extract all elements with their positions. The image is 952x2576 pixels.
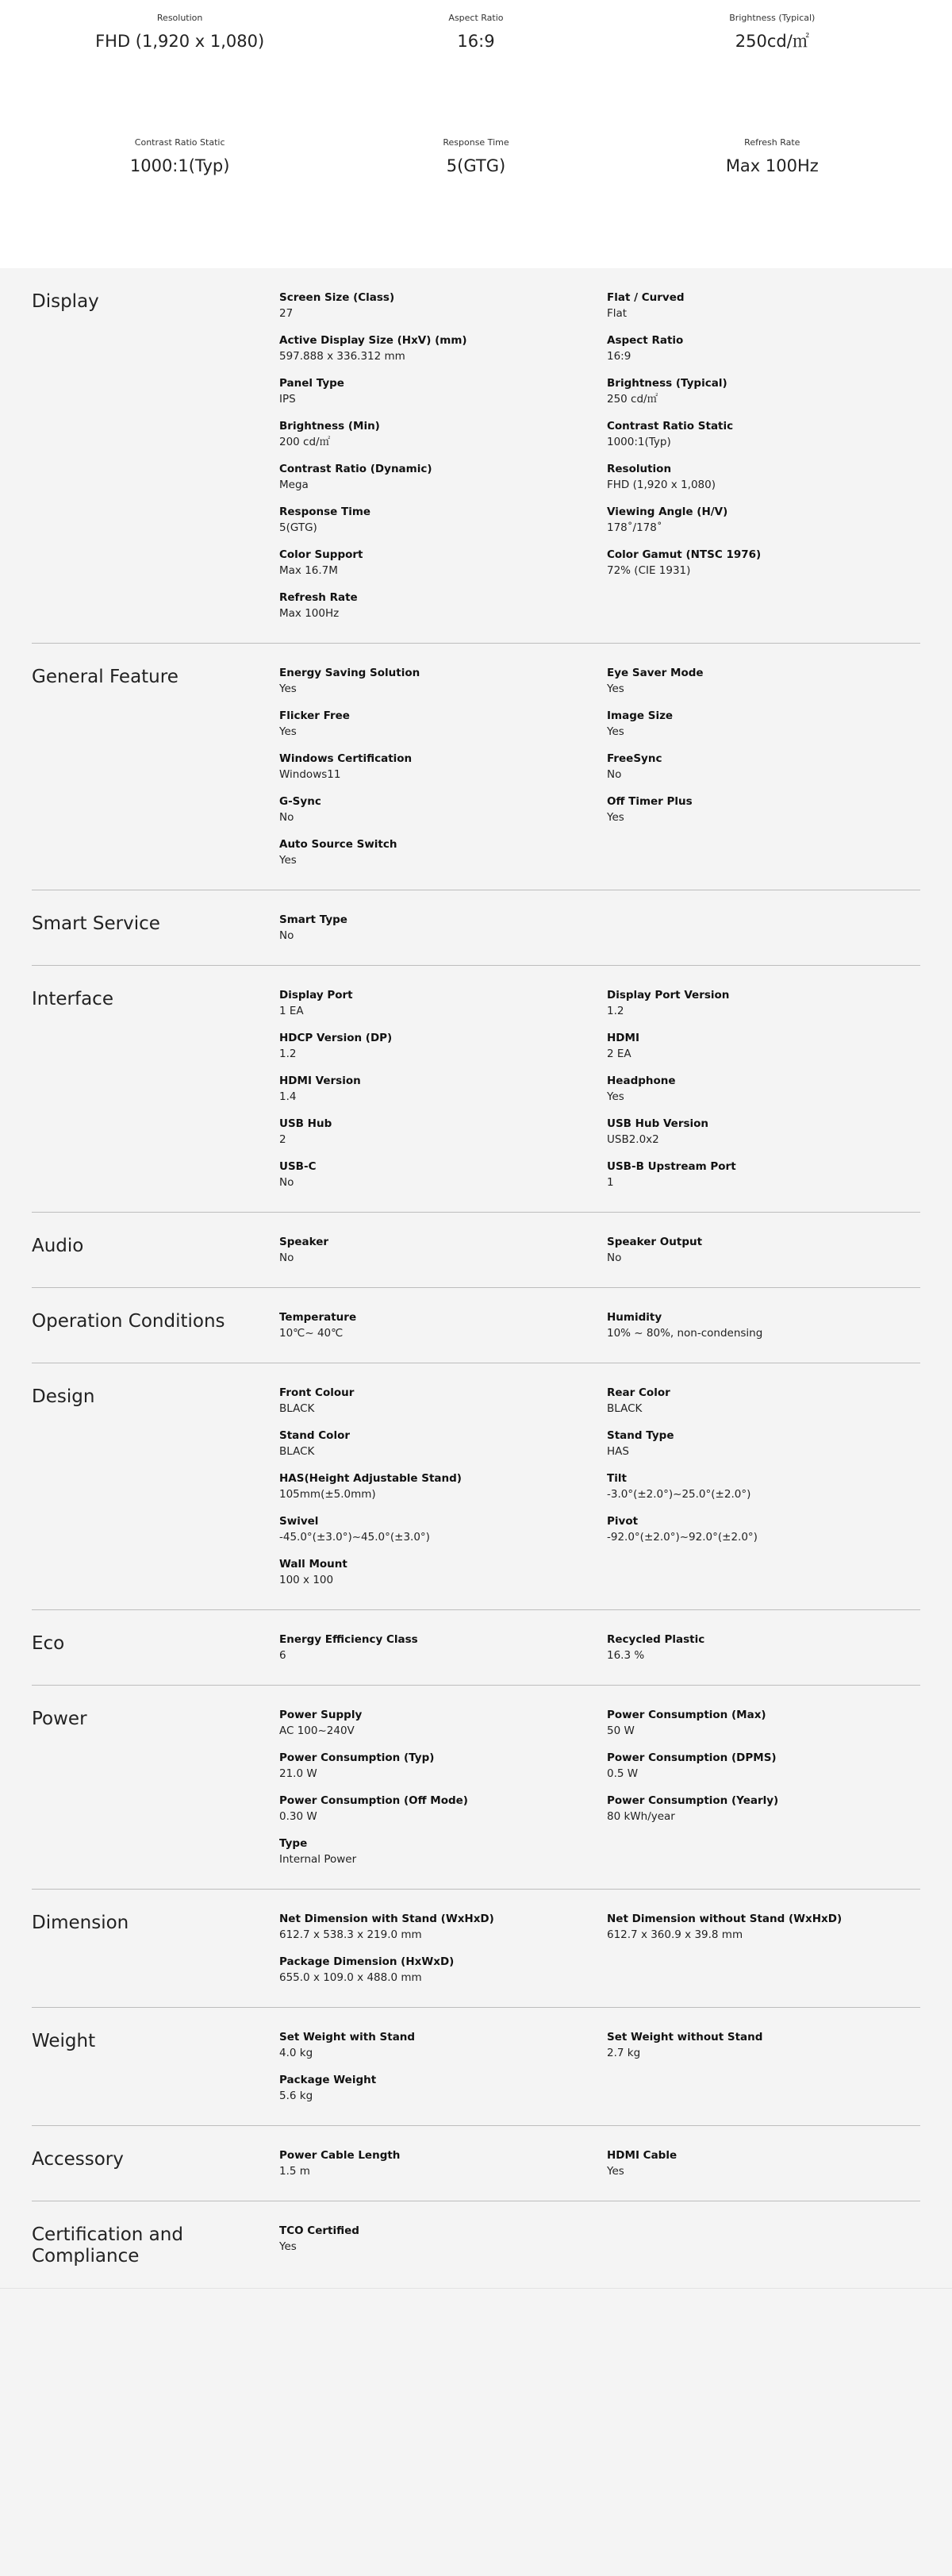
spec-name: Stand Type	[607, 1429, 674, 1442]
spec-item	[279, 1514, 607, 1546]
spec-value: 1.5 m	[279, 2165, 310, 2178]
spec-name: Power Consumption (Typ)	[279, 1751, 435, 1764]
spec-section	[32, 890, 920, 966]
highlight-value: FHD (1,920 x 1,080)	[95, 32, 265, 51]
spec-table	[0, 268, 952, 2288]
spec-value: 16.3 %	[607, 1649, 645, 1662]
spec-name: Display Port	[279, 989, 353, 1002]
spec-name: Flat / Curved	[607, 291, 685, 304]
spec-value: -3.0°(±2.0°)~25.0°(±2.0°)	[607, 1488, 751, 1501]
spec-value: No	[279, 929, 294, 942]
spec-item	[607, 752, 920, 783]
spec-value: Internal Power	[279, 1853, 357, 1866]
section-title: Interface	[32, 989, 113, 1009]
spec-name: Power Consumption (Yearly)	[607, 1794, 779, 1807]
spec-item	[279, 666, 607, 698]
spec-item	[607, 1912, 920, 1944]
spec-value: 5(GTG)	[279, 521, 317, 534]
spec-item	[607, 1632, 920, 1664]
spec-item	[607, 1708, 920, 1740]
spec-section	[32, 2008, 920, 2126]
spec-name: Type	[279, 1837, 308, 1850]
spec-value: 105mm(±5.0mm)	[279, 1488, 376, 1501]
spec-name: Resolution	[607, 463, 672, 475]
section-title: Smart Service	[32, 913, 160, 934]
spec-item	[607, 1514, 920, 1546]
spec-name: Power Supply	[279, 1709, 363, 1721]
highlights-row	[0, 0, 952, 52]
spec-item	[279, 290, 607, 322]
highlight-label: Contrast Ratio Static	[134, 137, 225, 148]
spec-item	[607, 988, 920, 1020]
spec-section	[32, 1890, 920, 2008]
spec-name: Windows Certification	[279, 752, 413, 765]
spec-name: HDCP Version (DP)	[279, 1032, 393, 1044]
spec-item	[279, 1794, 607, 1825]
spec-item	[279, 1428, 607, 1460]
spec-value: AC 100~240V	[279, 1724, 355, 1737]
spec-name: Speaker	[279, 1236, 329, 1248]
spec-name: Image Size	[607, 709, 674, 722]
section-title: Operation Conditions	[32, 1311, 225, 1332]
spec-name: USB Hub Version	[607, 1117, 709, 1130]
spec-name: HDMI	[607, 1032, 639, 1044]
spec-value: 1000:1(Typ)	[607, 436, 671, 448]
spec-value: Yes	[607, 1090, 624, 1103]
spec-item	[279, 1074, 607, 1105]
spec-value: 16:9	[607, 350, 631, 363]
section-title: Weight	[32, 2031, 96, 2051]
spec-name: Refresh Rate	[279, 591, 358, 604]
spec-value: 10℃~ 40℃	[279, 1327, 344, 1340]
spec-name: Package Dimension (HxWxD)	[279, 1955, 455, 1968]
spec-value: 200 cd/㎡	[279, 436, 331, 448]
spec-name: Color Support	[279, 548, 363, 561]
highlight-item	[353, 137, 599, 176]
section-title: Display	[32, 291, 99, 312]
spec-value: 1.2	[279, 1048, 297, 1060]
spec-item	[607, 419, 920, 451]
spec-name: G-Sync	[279, 795, 321, 808]
spec-name: Smart Type	[279, 913, 347, 926]
spec-grid	[279, 2224, 920, 2267]
spec-item	[279, 1310, 607, 1342]
spec-item	[607, 709, 920, 740]
spec-item	[607, 505, 920, 536]
spec-value: 1.4	[279, 1090, 297, 1103]
spec-section	[32, 1610, 920, 1686]
spec-item	[607, 1428, 920, 1460]
spec-value: 10% ~ 80%, non-condensing	[607, 1327, 763, 1340]
spec-item	[279, 1471, 607, 1503]
spec-value: 80 kWh/year	[607, 1810, 675, 1823]
spec-grid	[279, 1235, 920, 1267]
spec-item	[279, 709, 607, 740]
spec-name: Energy Efficiency Class	[279, 1633, 418, 1646]
spec-name: Rear Color	[607, 1386, 670, 1399]
spec-value: Max 100Hz	[279, 607, 340, 620]
spec-name: USB-C	[279, 1160, 317, 1173]
spec-item	[279, 1751, 607, 1782]
section-title: General Feature	[32, 667, 178, 687]
spec-value: 21.0 W	[279, 1767, 317, 1780]
spec-value: IPS	[279, 393, 296, 406]
spec-item	[279, 1836, 607, 1868]
spec-section	[32, 1288, 920, 1363]
spec-name: Flicker Free	[279, 709, 350, 722]
spec-item	[607, 1235, 920, 1267]
spec-value: No	[279, 1176, 294, 1189]
spec-value: 1.2	[607, 1005, 624, 1017]
spec-grid	[279, 666, 920, 869]
spec-name: Contrast Ratio Static	[607, 420, 734, 433]
spec-name: Active Display Size (HxV) (mm)	[279, 334, 467, 347]
highlight-item	[649, 13, 895, 52]
highlight-value: Max 100Hz	[725, 156, 819, 175]
spec-value: BLACK	[279, 1402, 315, 1415]
spec-item	[279, 752, 607, 783]
spec-value: Windows11	[279, 768, 341, 781]
spec-item	[279, 333, 607, 365]
highlight-value: 5(GTG)	[446, 156, 506, 175]
spec-item	[607, 2030, 920, 2062]
spec-item	[279, 2073, 607, 2105]
spec-value: Flat	[607, 307, 628, 320]
spec-name: Pivot	[607, 1515, 639, 1528]
spec-value: Yes	[607, 2165, 624, 2178]
spec-value: Yes	[607, 811, 624, 824]
spec-value: 5.6 kg	[279, 2090, 313, 2102]
spec-section	[32, 2201, 920, 2288]
spec-name: Set Weight without Stand	[607, 2031, 763, 2043]
highlight-value: 250cd/㎡	[735, 32, 809, 51]
spec-name: Power Consumption (DPMS)	[607, 1751, 777, 1764]
spec-name: Net Dimension with Stand (WxHxD)	[279, 1913, 494, 1925]
spec-value: Yes	[279, 854, 297, 867]
spec-value: 178˚/178˚	[607, 521, 662, 534]
spec-item	[279, 1632, 607, 1664]
spec-item	[279, 419, 607, 451]
highlight-item	[649, 137, 895, 176]
spec-item	[607, 1471, 920, 1503]
spec-name: Energy Saving Solution	[279, 667, 420, 679]
spec-value: FHD (1,920 x 1,080)	[607, 479, 716, 491]
spec-section	[32, 966, 920, 1213]
spec-item	[607, 1751, 920, 1782]
spec-name: Headphone	[607, 1075, 676, 1087]
spec-name: Viewing Angle (H/V)	[607, 506, 728, 518]
spec-item	[279, 2030, 607, 2062]
spec-item	[607, 1159, 920, 1191]
spec-item	[607, 290, 920, 322]
spec-name: Response Time	[279, 506, 371, 518]
spec-item	[279, 1955, 607, 1986]
spec-item	[279, 1235, 607, 1267]
spec-item	[279, 837, 607, 869]
spec-grid	[279, 2030, 920, 2105]
highlight-item	[57, 13, 303, 52]
spec-value: Yes	[279, 725, 297, 738]
highlight-value: 1000:1(Typ)	[129, 156, 230, 175]
spec-name: Brightness (Typical)	[607, 377, 727, 390]
spec-item	[607, 1386, 920, 1417]
spec-name: Brightness (Min)	[279, 420, 380, 433]
spec-item	[279, 913, 607, 944]
spec-grid	[279, 913, 920, 944]
highlight-item	[353, 13, 599, 52]
spec-name: Set Weight with Stand	[279, 2031, 416, 2043]
spec-value: No	[279, 811, 294, 824]
spec-section	[32, 268, 920, 644]
spec-value: Yes	[279, 2240, 297, 2253]
spec-name: Swivel	[279, 1515, 319, 1528]
spec-item	[607, 1031, 920, 1063]
spec-name: Aspect Ratio	[607, 334, 684, 347]
spec-grid	[279, 1632, 920, 1664]
spec-item	[279, 1117, 607, 1148]
spec-name: Temperature	[279, 1311, 357, 1324]
spec-grid	[279, 1386, 920, 1589]
spec-item	[279, 1912, 607, 1944]
section-title: Eco	[32, 1633, 65, 1654]
spec-value: 27	[279, 307, 294, 320]
spec-item	[279, 988, 607, 1020]
spec-item	[279, 794, 607, 826]
spec-item	[607, 1310, 920, 1342]
spec-name: Humidity	[607, 1311, 662, 1324]
spec-item	[607, 376, 920, 408]
spec-item	[607, 794, 920, 826]
spec-value: No	[279, 1251, 294, 1264]
spec-name: Net Dimension without Stand (WxHxD)	[607, 1913, 843, 1925]
spec-item	[279, 505, 607, 536]
spec-value: 72% (CIE 1931)	[607, 564, 691, 577]
spec-name: Tilt	[607, 1472, 627, 1485]
spec-name: USB-B Upstream Port	[607, 1160, 736, 1173]
spec-name: HDMI Cable	[607, 2149, 678, 2162]
spec-name: Power Cable Length	[279, 2149, 401, 2162]
spec-value: -45.0°(±3.0°)~45.0°(±3.0°)	[279, 1531, 430, 1544]
spec-value: BLACK	[607, 1402, 643, 1415]
spec-name: Color Gamut (NTSC 1976)	[607, 548, 762, 561]
section-title: Design	[32, 1386, 95, 1407]
spec-grid	[279, 1912, 920, 1986]
spec-value: 50 W	[607, 1724, 635, 1737]
spec-value: No	[607, 768, 622, 781]
spec-grid	[279, 1708, 920, 1868]
spec-item	[607, 462, 920, 494]
spec-value: 612.7 x 360.9 x 39.8 mm	[607, 1928, 743, 1941]
spec-value: 0.30 W	[279, 1810, 317, 1823]
spec-section	[32, 1363, 920, 1610]
highlight-item	[57, 137, 303, 176]
spec-value: 1	[607, 1176, 614, 1189]
highlight-label: Refresh Rate	[744, 137, 800, 148]
spec-grid	[279, 988, 920, 1191]
spec-value: HAS	[607, 1445, 629, 1458]
spec-name: Eye Saver Mode	[607, 667, 704, 679]
section-title: Dimension	[32, 1913, 129, 1933]
highlight-label: Aspect Ratio	[448, 13, 504, 23]
section-title: Certification and Compliance	[32, 2224, 183, 2266]
spec-value: 100 x 100	[279, 1574, 334, 1586]
spec-name: Speaker Output	[607, 1236, 703, 1248]
spec-value: 6	[279, 1649, 286, 1662]
spec-item	[279, 2224, 607, 2267]
spec-section	[32, 1213, 920, 1288]
page-footer-spacer	[0, 2288, 952, 2342]
spec-value: Mega	[279, 479, 309, 491]
spec-value: Yes	[607, 725, 624, 738]
highlight-label: Brightness (Typical)	[729, 13, 816, 23]
spec-value: 4.0 kg	[279, 2047, 313, 2059]
spec-name: USB Hub	[279, 1117, 332, 1130]
spec-name: Stand Color	[279, 1429, 351, 1442]
key-specs-highlights	[0, 0, 952, 268]
spec-item	[279, 462, 607, 494]
spec-value: Max 16.7M	[279, 564, 338, 577]
spec-item	[279, 1708, 607, 1740]
spec-name: HAS(Height Adjustable Stand)	[279, 1472, 462, 1485]
spec-item	[279, 1386, 607, 1417]
spec-item	[279, 590, 607, 622]
spec-value: BLACK	[279, 1445, 315, 1458]
spec-name: HDMI Version	[279, 1075, 361, 1087]
spec-name: TCO Certified	[279, 2224, 359, 2237]
section-title: Audio	[32, 1236, 84, 1256]
spec-item	[279, 1031, 607, 1063]
spec-item	[279, 2148, 607, 2180]
section-title: Power	[32, 1709, 87, 1729]
spec-section	[32, 2126, 920, 2201]
spec-item	[607, 2148, 920, 2180]
spec-section	[32, 644, 920, 890]
spec-item	[607, 666, 920, 698]
spec-name: Power Consumption (Max)	[607, 1709, 766, 1721]
spec-value: 597.888 x 336.312 mm	[279, 350, 405, 363]
spec-value: 0.5 W	[607, 1767, 639, 1780]
spec-item	[607, 548, 920, 579]
spec-value: USB2.0x2	[607, 1133, 659, 1146]
spec-name: Auto Source Switch	[279, 838, 397, 851]
spec-name: Package Weight	[279, 2074, 377, 2086]
spec-name: Off Timer Plus	[607, 795, 693, 808]
spec-name: Screen Size (Class)	[279, 291, 395, 304]
spec-value: 2	[279, 1133, 286, 1146]
spec-grid	[279, 1310, 920, 1342]
spec-value: No	[607, 1251, 622, 1264]
spec-item	[279, 1159, 607, 1191]
highlight-label: Response Time	[443, 137, 509, 148]
spec-value: 2.7 kg	[607, 2047, 641, 2059]
spec-name: Contrast Ratio (Dynamic)	[279, 463, 432, 475]
spec-name: Wall Mount	[279, 1558, 347, 1571]
spec-value: -92.0°(±2.0°)~92.0°(±2.0°)	[607, 1531, 758, 1544]
spec-name: FreeSync	[607, 752, 662, 765]
spec-name: Front Colour	[279, 1386, 355, 1399]
spec-grid	[279, 2148, 920, 2180]
spec-value: 1 EA	[279, 1005, 304, 1017]
spec-value: Yes	[607, 682, 624, 695]
spec-name: Power Consumption (Off Mode)	[279, 1794, 468, 1807]
spec-grid	[279, 290, 920, 622]
spec-item	[279, 1557, 607, 1589]
spec-name: Display Port Version	[607, 989, 730, 1002]
spec-item	[607, 1794, 920, 1825]
spec-item	[279, 376, 607, 408]
highlight-value: 16:9	[457, 32, 495, 51]
spec-item	[607, 333, 920, 365]
spec-value: Yes	[279, 682, 297, 695]
spec-value: 612.7 x 538.3 x 219.0 mm	[279, 1928, 422, 1941]
spec-section	[32, 1686, 920, 1890]
spec-item	[279, 548, 607, 579]
spec-item	[607, 1117, 920, 1148]
spec-name: Recycled Plastic	[607, 1633, 705, 1646]
highlight-label: Resolution	[156, 13, 203, 23]
spec-name: Panel Type	[279, 377, 344, 390]
spec-item	[607, 1074, 920, 1105]
highlights-row	[0, 52, 952, 176]
spec-value: 2 EA	[607, 1048, 631, 1060]
spec-value: 250 cd/㎡	[607, 393, 658, 406]
section-title: Accessory	[32, 2149, 124, 2170]
spec-value: 655.0 x 109.0 x 488.0 mm	[279, 1971, 422, 1984]
